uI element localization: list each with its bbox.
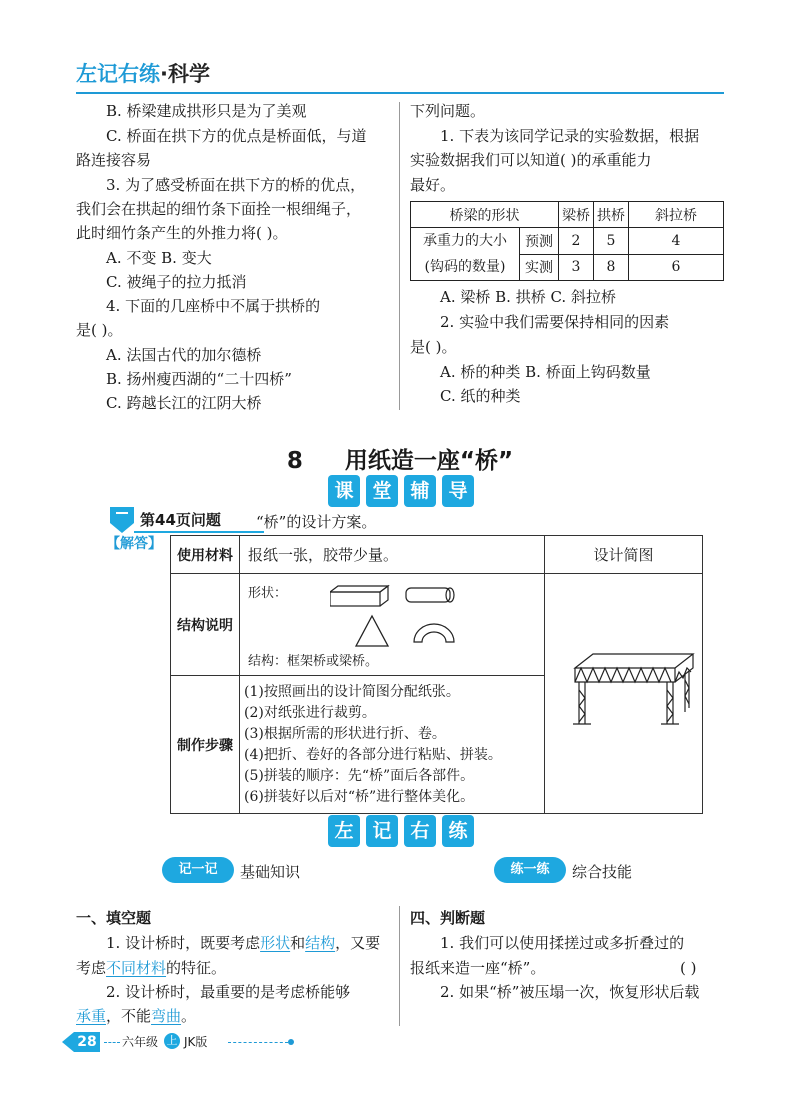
judge-paren: ( ) xyxy=(680,959,697,977)
table-cell: 6 xyxy=(629,254,724,281)
row-label-line: 承重力的大小 xyxy=(423,233,507,249)
answer-tag: 【解答】 xyxy=(106,536,162,552)
triangle-shape xyxy=(356,616,388,646)
fill-blank-heading: 一、填空题 xyxy=(76,909,152,927)
shape-icons xyxy=(330,582,530,648)
fill-q2-line1: 2. 设计桥时，最重要的是考虑桥能够 xyxy=(106,983,351,1001)
step-item: (4)把折、卷好的各部分进行粘贴、拼装。 xyxy=(244,746,502,763)
table-header: 桥梁的形状 xyxy=(411,202,559,228)
table-cell: 2 xyxy=(559,228,594,255)
steps-list xyxy=(240,676,545,814)
header-rule xyxy=(76,92,724,94)
column-divider-bottom xyxy=(399,906,400,1026)
table-cell: 预测 xyxy=(520,228,559,255)
text-line: 4. 下面的几座桥中不属于拱桥的 xyxy=(106,297,321,315)
sketch-header: 设计简图 xyxy=(545,536,703,574)
column-divider xyxy=(399,102,400,410)
text-line: A. 桥的种类 B. 桥面上钩码数量 xyxy=(440,363,651,381)
page-number: 28 xyxy=(77,1034,97,1050)
fill-q1-line1 xyxy=(106,931,380,955)
text-line: 2. 实验中我们需要保持相同的因素 xyxy=(440,313,670,331)
text: 1. 设计桥时，既要考虑 xyxy=(106,934,261,952)
footer-term: 上 xyxy=(164,1033,180,1049)
remember-pill: 记一记 xyxy=(162,857,234,883)
section-name: 用纸造一座“桥” xyxy=(344,448,514,474)
table-cell: 4 xyxy=(629,228,724,255)
tag-num: 44 xyxy=(155,511,176,529)
banner-char: 辅 xyxy=(404,475,436,507)
text-line: B. 扬州瘦西湖的“二十四桥” xyxy=(106,370,292,388)
table-cell: 5 xyxy=(594,228,629,255)
text-line: 我们会在拱起的细竹条下面拴一根细绳子， xyxy=(76,200,362,218)
footer xyxy=(62,1030,302,1054)
design-table xyxy=(170,535,703,814)
answer: 不同材料 xyxy=(106,959,167,977)
step-item: (6)拼装好以后对“桥”进行整体美化。 xyxy=(244,788,475,805)
table-header: 斜拉桥 xyxy=(629,202,724,228)
text-line: A. 梁桥 B. 拱桥 C. 斜拉桥 xyxy=(440,288,616,306)
judge-line: 2. 如果“桥”被压塌一次，恢复形状后载 xyxy=(440,983,700,1001)
text-line: C. 跨越长江的江阴大桥 xyxy=(106,394,262,412)
structure-label: 结构说明 xyxy=(171,574,240,676)
banner-char: 右 xyxy=(404,815,436,847)
text: ，又要 xyxy=(335,934,381,952)
table-cell: 3 xyxy=(559,254,594,281)
structure-text: 结构：框架桥或梁桥。 xyxy=(248,654,379,669)
text-line: 下列问题。 xyxy=(410,102,486,120)
judge-line: 1. 我们可以使用揉搓过或多折叠过的 xyxy=(440,934,685,952)
footer-dot xyxy=(288,1039,294,1045)
row-label-line: (钩码的数量) xyxy=(424,259,506,275)
banner-char: 练 xyxy=(442,815,474,847)
text: 。 xyxy=(181,1007,197,1025)
bridge-sketch xyxy=(567,650,697,730)
table-cell: 实测 xyxy=(520,254,559,281)
text: 考虑 xyxy=(76,959,107,977)
question-tag-text xyxy=(140,509,221,530)
footer-dash xyxy=(104,1042,120,1043)
text-line: A. 不变 B. 变大 xyxy=(106,249,212,267)
banner-char: 记 xyxy=(366,815,398,847)
remember-label: 基础知识 xyxy=(240,863,301,881)
steps-label: 制作步骤 xyxy=(171,676,240,814)
text-line: C. 桥面在拱下方的优点是桥面低，与道 xyxy=(106,127,367,145)
beam-shape xyxy=(330,586,388,606)
tag-suffix: 页问题 xyxy=(175,511,221,529)
table-cell: 8 xyxy=(594,254,629,281)
row-label xyxy=(411,228,520,281)
question-tag xyxy=(108,507,236,533)
judge-heading: 四、判断题 xyxy=(410,909,486,927)
fill-q1-line2 xyxy=(76,956,226,980)
practice-pill: 练一练 xyxy=(494,857,566,883)
sketch-cell xyxy=(545,574,703,814)
answer: 承重 xyxy=(76,1007,107,1025)
table-header: 拱桥 xyxy=(594,202,629,228)
section-title xyxy=(0,442,800,475)
text: 和 xyxy=(290,934,306,952)
materials-value: 报纸一张，胶带少量。 xyxy=(240,536,545,574)
text-line: A. 法国古代的加尔德桥 xyxy=(106,346,262,364)
tube-shape xyxy=(406,588,454,602)
text-line: 是( )。 xyxy=(410,338,457,356)
materials-label: 使用材料 xyxy=(171,536,240,574)
banner-char: 左 xyxy=(328,815,360,847)
text-line: 路连接容易 xyxy=(76,151,152,169)
text-line: B. 桥梁建成拱形只是为了美观 xyxy=(106,102,307,120)
arch-shape xyxy=(414,624,454,642)
step-item: (5)拼装的顺序：先“桥”面后各部件。 xyxy=(244,767,475,784)
banner-char: 课 xyxy=(328,475,360,507)
step-item: (2)对纸张进行裁剪。 xyxy=(244,704,376,721)
table-header: 梁桥 xyxy=(559,202,594,228)
answer: 弯曲 xyxy=(151,1007,182,1025)
banner-char: 堂 xyxy=(366,475,398,507)
footer-grade: 六年级 xyxy=(122,1035,159,1049)
header-title xyxy=(76,58,210,88)
text-line: 3. 为了感受桥面在拱下方的桥的优点， xyxy=(106,176,366,194)
step-item: (1)按照画出的设计简图分配纸张。 xyxy=(244,683,460,700)
text-line: 实验数据我们可以知道( )的承重能力 xyxy=(410,151,652,169)
text-line: 此时细竹条产生的外推力将( )。 xyxy=(76,224,288,242)
footer-edition: JK版 xyxy=(184,1035,208,1049)
fill-q2-line2 xyxy=(76,1004,196,1028)
banner-char: 导 xyxy=(442,475,474,507)
text-line: 最好。 xyxy=(410,176,456,194)
text-line: C. 被绳子的拉力抵消 xyxy=(106,273,247,291)
practice-label: 综合技能 xyxy=(572,863,633,881)
structure-cell xyxy=(240,574,545,676)
answer: 结构 xyxy=(305,934,336,952)
question-text: “桥”的设计方案。 xyxy=(256,513,377,531)
text: 的特征。 xyxy=(166,959,227,977)
text-line: 是( )。 xyxy=(76,321,123,339)
experiment-table xyxy=(410,201,724,281)
step-item: (3)根据所需的形状进行折、卷。 xyxy=(244,725,446,742)
judge-line: 报纸来造一座“桥”。 xyxy=(410,959,546,977)
shape-label: 形状： xyxy=(248,586,288,601)
answer: 形状 xyxy=(260,934,291,952)
tag-prefix: 第 xyxy=(140,511,156,529)
brand-name: 左记右练 xyxy=(76,62,160,86)
text-line: C. 纸的种类 xyxy=(440,387,521,405)
text-line: 1. 下表为该同学记录的实验数据，根据 xyxy=(440,127,700,145)
section-number: 8 xyxy=(286,448,303,474)
footer-dash xyxy=(228,1042,288,1043)
subject-name: ·科学 xyxy=(160,62,210,86)
text: ，不能 xyxy=(106,1007,152,1025)
